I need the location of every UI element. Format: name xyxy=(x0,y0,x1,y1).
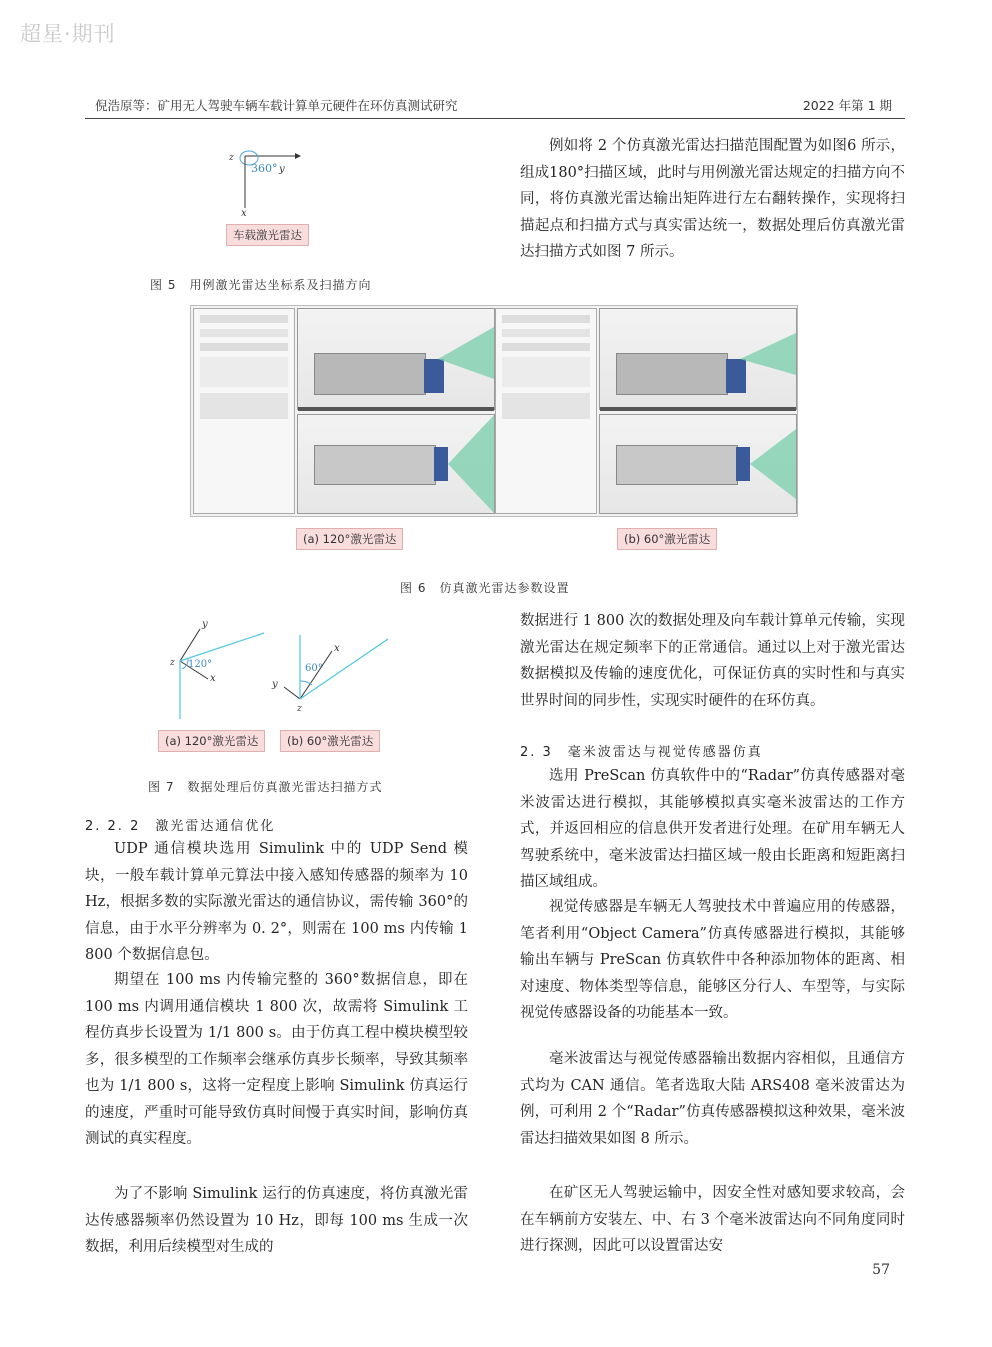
side-view-120 xyxy=(297,308,495,410)
angle-360-label: 360° xyxy=(251,162,278,175)
fig6-label-b: (b) 60°激光雷达 xyxy=(617,528,717,550)
fig6-label-a: (a) 120°激光雷达 xyxy=(296,528,403,550)
fig7a-axis-z: z xyxy=(170,658,175,668)
figure-6-screenshot xyxy=(190,305,798,517)
top-view-120 xyxy=(297,414,495,514)
axis-x-label: x xyxy=(241,208,247,219)
fig7b-angle: 60° xyxy=(305,663,323,674)
axis-y-label: y xyxy=(279,164,285,175)
header-rule xyxy=(85,118,905,119)
figure-7 xyxy=(160,615,400,725)
section-2-3-heading: 2. 3 毫米波雷达与视觉传感器仿真 xyxy=(520,745,763,760)
param-panel-120 xyxy=(193,308,295,514)
side-view-60 xyxy=(599,308,797,410)
fig7-caption: 图 7 数据处理后仿真激光雷达扫描方式 xyxy=(148,780,383,794)
right-paragraph-6: 在矿区无人驾驶运输中，因安全性对感知要求较高，会在车辆前方安装左、中、右 3 个毫米波雷达向不同角度同时进行探测，因此可以设置雷达安 xyxy=(520,1185,905,1254)
right-paragraph-2: 数据进行 1 800 次的数据处理及向车载计算单元传输，实现激光雷达在规定频率下的正常通信。通过以上对于激光雷达数据模拟及传输的速度优化，可保证仿真的实时性和与真实世界时间的同步性，实现实时硬件的在环仿真。 xyxy=(520,613,905,709)
fig6-caption: 图 6 仿真激光雷达参数设置 xyxy=(400,581,570,595)
left-paragraph-3: 为了不影响 Simulink 运行的仿真速度，将仿真激光雷达传感器频率仍然设置为 10 Hz，即每 100 ms 生成一次数据，利用后续模型对生成的 xyxy=(85,1186,468,1255)
fig7b-axis-z: z xyxy=(297,704,302,714)
left-paragraph-1: UDP 通信模块选用 Simulink 中的 UDP Send 模块，一般车载计算单元算法中接入感知传感器的频率为 10 Hz，根据多数的实际激光雷达的通信协议，需传输 360°的信息，由于水平分辨率为 0. 2°，则需在 100 ms 内传输 1 800 个数据信息包。 xyxy=(85,841,468,963)
scan-direction-diagram xyxy=(160,615,400,725)
fig5-caption: 图 5 用例激光雷达坐标系及扫描方向 xyxy=(150,278,372,292)
issue-number: 2022 年第 1 期 xyxy=(802,98,892,113)
fig7a-axis-y: y xyxy=(202,619,208,630)
fig7b-axis-x: x xyxy=(334,643,340,654)
page-number: 57 xyxy=(872,1262,890,1278)
section-2-2-2-heading: 2. 2. 2 激光雷达通信优化 xyxy=(85,819,276,834)
publisher-logo: 超星·期刊 xyxy=(20,22,116,46)
param-panel-60 xyxy=(495,308,597,514)
right-paragraph-4: 视觉传感器是车辆无人驾驶技术中普遍应用的传感器，笔者利用“Object Camera”仿真传感器进行模拟，其能够输出车辆与 PreScan 仿真软件中各种添加物体的距离、相对速度、物体类型等信息，能够区分行人、车型等，与实际视觉传感器设备的功能基本一致。 xyxy=(520,899,905,1021)
right-paragraph-1: 例如将 2 个仿真激光雷达扫描范围配置为如图6 所示，组成180°扫描区域，此时与用例激光雷达规定的扫描方向不同，将仿真激光雷达输出矩阵进行左右翻转操作，实现将扫描起点和扫描方式与真实雷达统一，数据处理后仿真激光雷达扫描方式如图 7 所示。 xyxy=(520,138,905,260)
right-paragraph-3: 选用 PreScan 仿真软件中的“Radar”仿真传感器对毫米波雷达进行模拟，其能够模拟真实毫米波雷达的工作方式，并返回相应的信息供开发者进行处理。在矿用车辆无人驾驶系统中，毫米波雷达扫描区域一般由长距离和短距离扫描区域组成。 xyxy=(520,768,905,890)
fig5-lidar-label: 车载激光雷达 xyxy=(226,224,309,246)
right-paragraph-5: 毫米波雷达与视觉传感器输出数据内容相似，且通信方式均为 CAN 通信。笔者选取大陆 ARS408 毫米波雷达为例，可利用 2 个“Radar”仿真传感器模拟这种效果，毫米波雷达扫描效果如图 8 所示。 xyxy=(520,1051,905,1147)
axis-z-label: z xyxy=(229,153,234,163)
top-view-60 xyxy=(599,414,797,514)
fig7b-axis-y: y xyxy=(272,679,278,690)
fig7-label-b: (b) 60°激光雷达 xyxy=(280,730,380,752)
running-title: 倪浩原等：矿用无人驾驶车辆车载计算单元硬件在环仿真测试研究 xyxy=(95,98,458,113)
left-paragraph-2: 期望在 100 ms 内传输完整的 360°数据信息，即在 100 ms 内调用通信模块 1 800 次，故需将 Simulink 工程仿真步长设置为 1/1 800 s。由于仿真工程中模块模型较多，很多模型的工作频率会继承仿真步长频率，导致其频率也为 1/1 800 s，这将一定程度上影响 Simulink 仿真运行的速度，严重时可能导致仿真时间慢于真实时间，影响仿真测试的真实程度。 xyxy=(85,972,468,1147)
fig7a-angle: 120° xyxy=(188,659,213,670)
fig7-label-a: (a) 120°激光雷达 xyxy=(158,730,265,752)
fig7a-axis-x: x xyxy=(210,673,216,684)
